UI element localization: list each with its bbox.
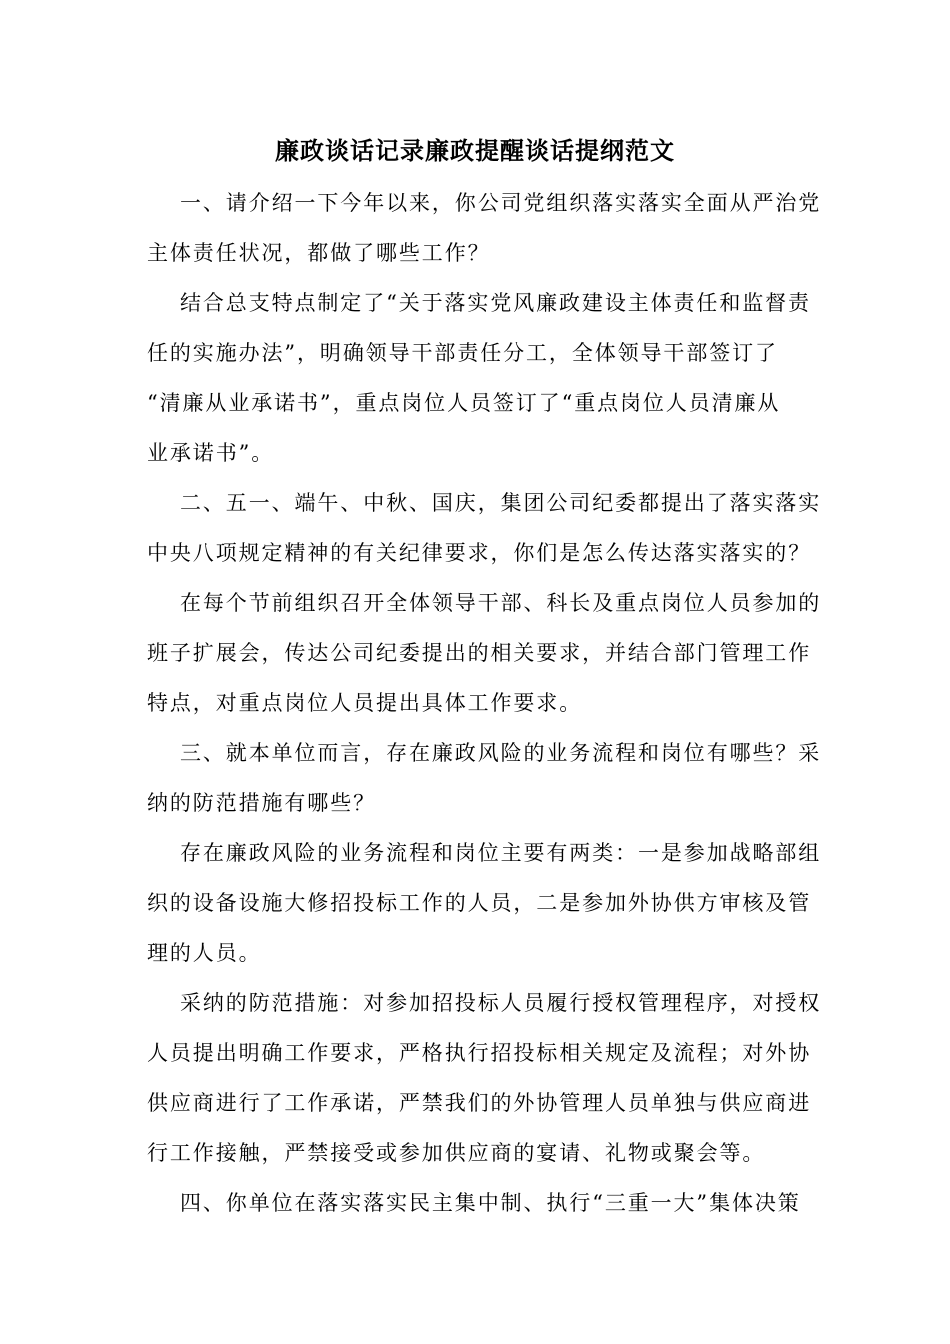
- text-line: 采纳的防范措施：对参加招投标人员履行授权管理程序，对授权: [180, 991, 822, 1015]
- paragraph-question-1: [147, 178, 822, 278]
- text-line: 主体责任状况，都做了哪些工作？: [147, 241, 491, 265]
- text-line: 一、请介绍一下今年以来，你公司党组织落实落实全面从严治党: [180, 191, 822, 215]
- text-line: 特点，对重点岗位人员提出具体工作要求。: [147, 691, 583, 715]
- text-line: 任的实施办法”，明确领导干部责任分工，全体领导干部签订了: [147, 341, 778, 365]
- document-title: 廉政谈话记录廉政提醒谈话提纲范文: [275, 136, 675, 165]
- text-line: 结合总支特点制定了“关于落实党风廉政建设主体责任和监督责: [180, 291, 811, 315]
- paragraph-question-4: [147, 1178, 807, 1228]
- text-line: 中央八项规定精神的有关纪律要求，你们是怎么传达落实落实的？: [147, 541, 812, 565]
- text-line: 在每个节前组织召开全体领导干部、科长及重点岗位人员参加的: [180, 591, 822, 615]
- text-line: 四、你单位在落实落实民主集中制、执行“三重一大”集体决策: [180, 1191, 801, 1215]
- text-line: 织的设备设施大修招投标工作的人员，二是参加外协供方审核及管: [147, 891, 812, 915]
- text-line: “清廉从业承诺书”，重点岗位人员签订了“重点岗位人员清廉从: [147, 391, 781, 415]
- paragraph-answer-2: [147, 578, 822, 728]
- paragraph-answer-3a: [147, 828, 822, 978]
- text-line: 存在廉政风险的业务流程和岗位主要有两类：一是参加战略部组: [180, 841, 822, 865]
- text-line: 供应商进行了工作承诺，严禁我们的外协管理人员单独与供应商进: [147, 1091, 812, 1115]
- text-line: 班子扩展会，传达公司纪委提出的相关要求，并结合部门管理工作: [147, 641, 812, 665]
- text-line: 纳的防范措施有哪些？: [147, 791, 376, 815]
- document-body: [147, 178, 822, 1228]
- text-line: 行工作接触，严禁接受或参加供应商的宴请、礼物或聚会等。: [147, 1141, 766, 1165]
- text-line: 业承诺书”。: [147, 441, 275, 465]
- text-line: 三、就本单位而言，存在廉政风险的业务流程和岗位有哪些？采: [180, 741, 822, 765]
- text-line: 二、五一、端午、中秋、国庆，集团公司纪委都提出了落实落实: [180, 491, 822, 515]
- text-line: 理的人员。: [147, 941, 262, 965]
- paragraph-question-2: [147, 478, 822, 578]
- paragraph-answer-1: [147, 278, 811, 478]
- paragraph-question-3: [147, 728, 822, 828]
- paragraph-answer-3b: [147, 978, 822, 1178]
- text-line: 人员提出明确工作要求，严格执行招投标相关规定及流程；对外协: [147, 1041, 812, 1065]
